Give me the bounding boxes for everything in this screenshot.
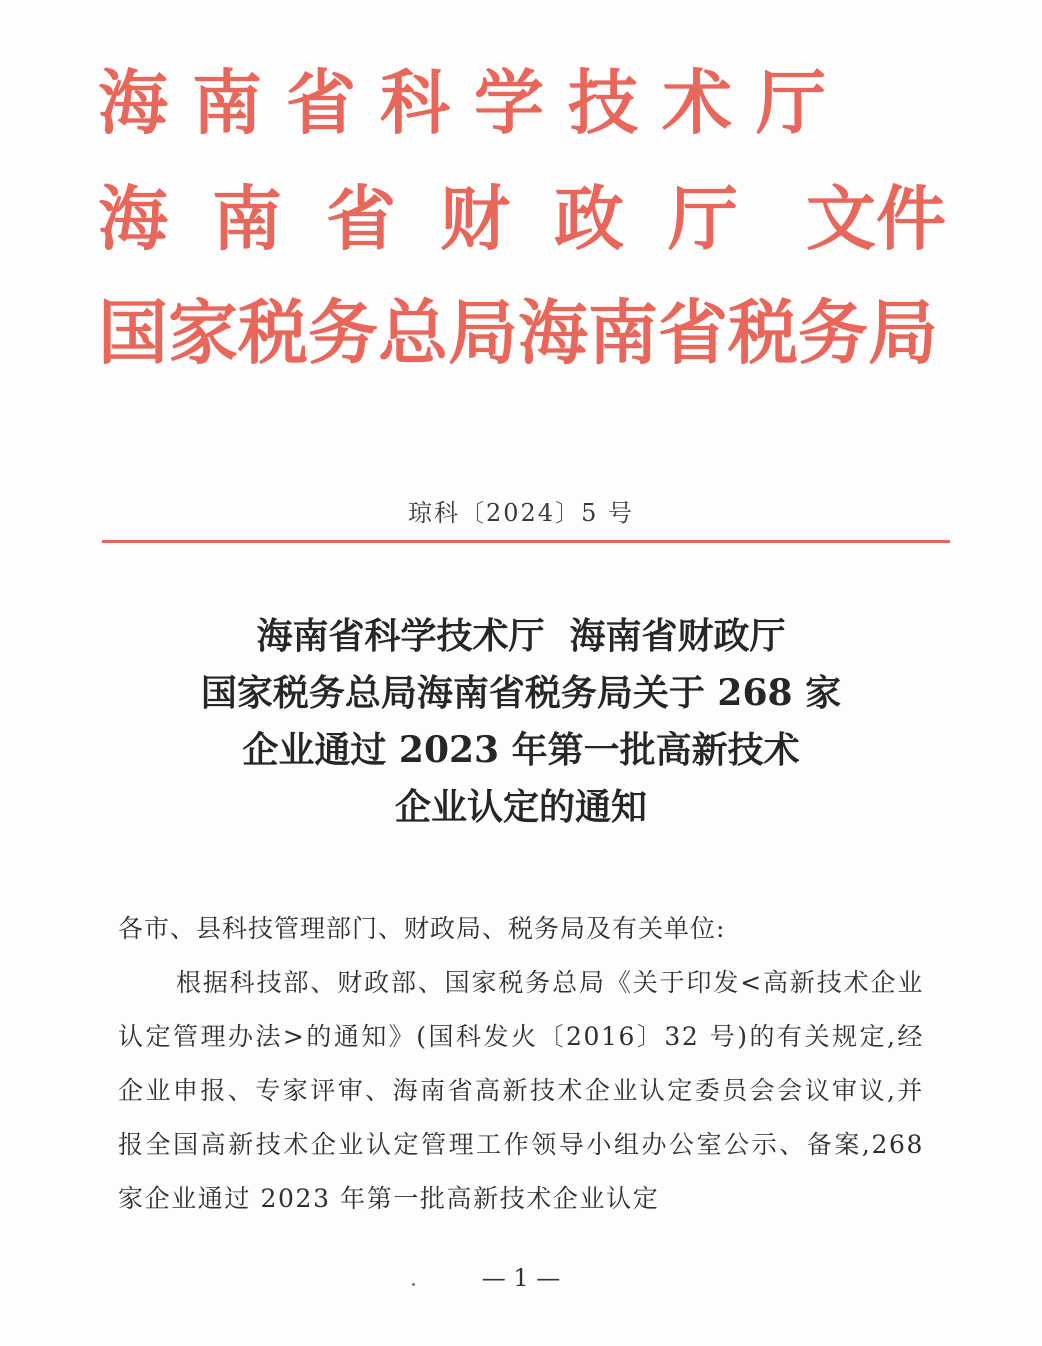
issuer-finance-dept-name <box>98 177 738 260</box>
issuer-char: 南 <box>212 177 282 260</box>
title-line: 企业通过 2023 年第一批高新技术 <box>242 729 800 771</box>
issuer-line-tax-bureau: 国家税务总局海南省税务局 <box>98 291 938 374</box>
document-body <box>118 902 924 1226</box>
title-line: 海南省科学技术厅 海南省财政厅 <box>256 615 786 657</box>
issuer-char: 政 <box>554 177 624 260</box>
title-line: 企业认定的通知 <box>394 786 647 828</box>
issuer-char: 财 <box>440 177 510 260</box>
addressee-line: 各市、县科技管理部门、财政局、税务局及有关单位: <box>118 914 726 943</box>
issuer-line-science-dept: 海南省科学技术厅 <box>98 61 850 144</box>
page-number: — 1 — <box>481 1264 561 1292</box>
issuer-document-suffix: 文件 <box>806 177 946 260</box>
issuer-char: 海 <box>98 177 168 260</box>
issuer-char: 厅 <box>668 177 738 260</box>
red-divider-line <box>102 540 950 543</box>
issuer-line-finance-dept <box>98 177 946 260</box>
document-number: 琼科〔2024〕5 号 <box>408 499 634 527</box>
title-line: 国家税务总局海南省税务局关于 268 家 <box>200 672 842 714</box>
issuer-char: 省 <box>326 177 396 260</box>
document-title <box>0 608 1042 836</box>
body-paragraph: 根据科技部、财政部、国家税务总局《关于印发<高新技术企业认定管理办法>的通知》(国科发火〔2016〕32 号)的有关规定,经企业申报、专家评审、海南省高新技术企业认定委员会会议审议,并报全国高新技术企业认定管理工作领导小组办公室公示、备案,268 家企业通过 2023 年第一批高新技术企业认定 <box>118 968 924 1213</box>
